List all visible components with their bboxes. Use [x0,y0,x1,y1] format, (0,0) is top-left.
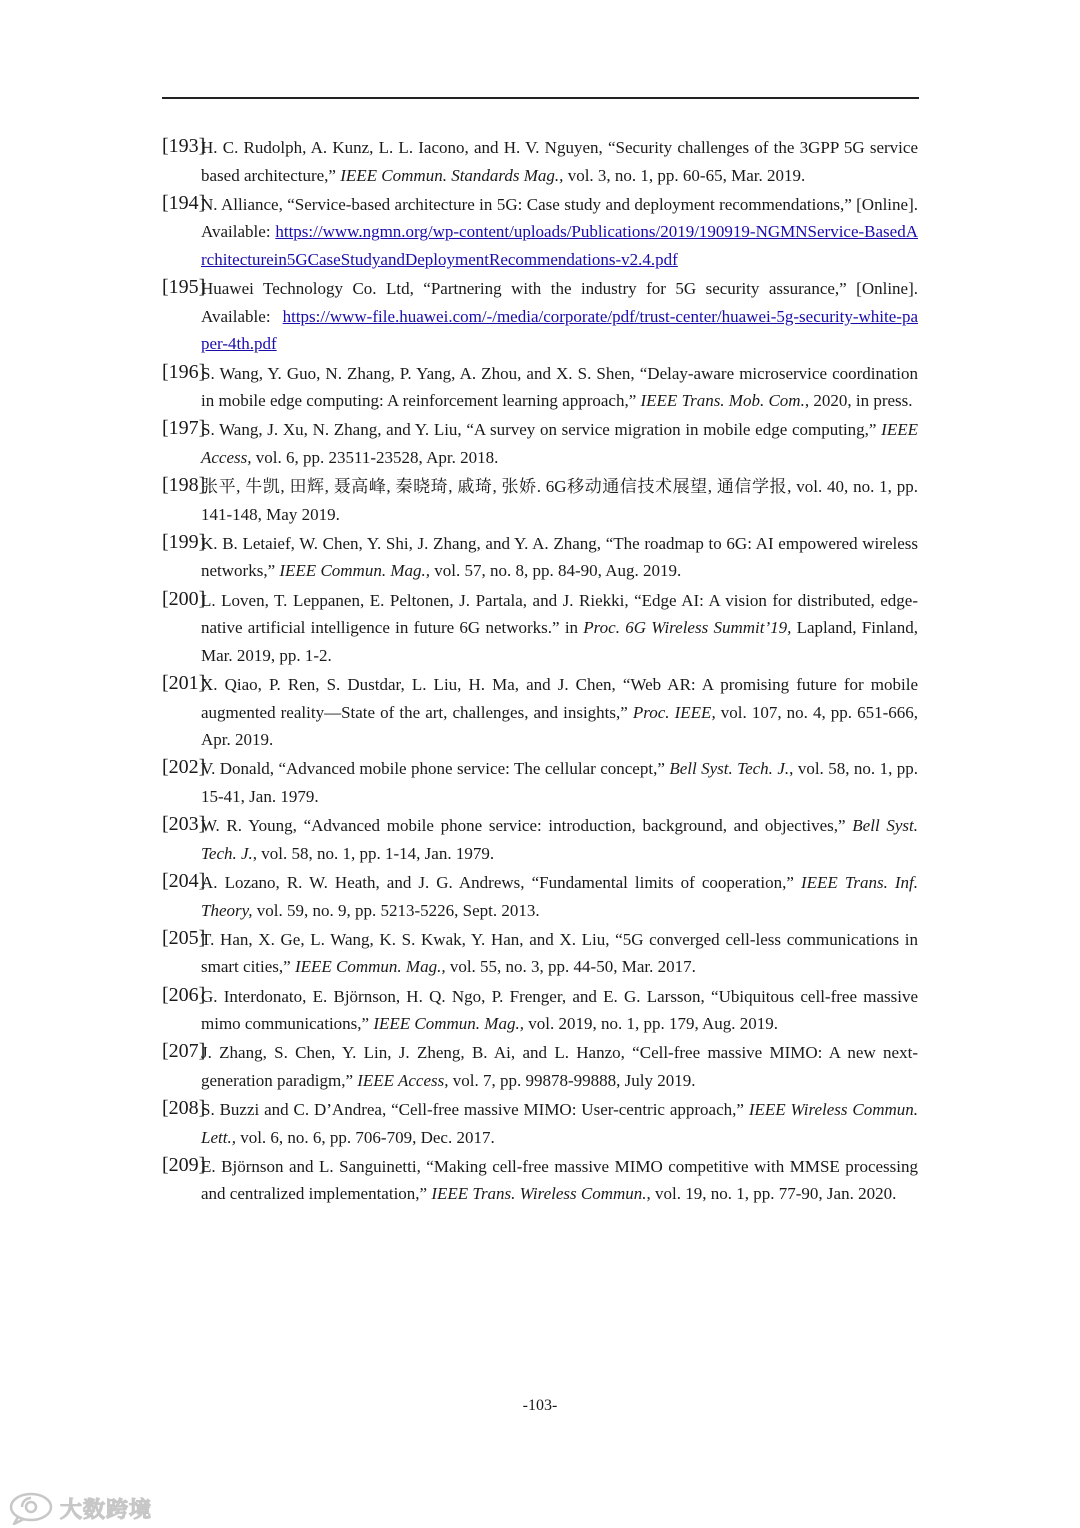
reference-venue: IEEE Commun. Mag., [373,1014,524,1034]
reference-item [162,360,918,415]
reference-number: [197] [162,417,206,440]
reference-list [162,134,918,1210]
reference-venue: IEEE Trans. Wireless Commun. [431,1184,647,1204]
reference-text: V. Donald, “Advanced mobile phone service: The cellular concept,” [201,759,670,779]
reference-number: [193] [162,135,206,157]
reference-venue: IEEE Wireless Commun. Lett., [201,1100,919,1147]
reference-venue: IEEE Access, [201,420,918,467]
reference-text: T. Han, X. Ge, L. Wang, K. S. Kwak, Y. Han, and X. Liu, “5G converged cell-less communications in smart cities,” [201,929,918,977]
reference-item [162,671,918,754]
reference-item [162,983,918,1038]
reference-item [162,587,918,670]
header-rule [162,97,919,99]
reference-number: [196] [162,360,206,383]
reference-item [162,530,918,585]
reference-details: Lapland, Finland, Mar. 2019, pp. 1-2. [201,618,918,665]
reference-text: J. Zhang, S. Chen, Y. Lin, J. Zheng, B. Ai, and L. Hanzo, “Cell-free massive MIMO: A new next-generation paradigm,” [201,1043,918,1090]
reference-venue: IEEE Trans. Mob. Com. [640,391,805,411]
page-number: -103- [522,1397,558,1414]
reference-details: vol. 3, no. 1, pp. 60-65, Mar. 2019. [563,165,806,185]
reference-details: vol. 6, no. 6, pp. 706-709, Dec. 2017. [235,1127,495,1147]
reference-text: 张平, 牛凯, 田辉, 聂高峰, 秦晓琦, 戚琦, 张娇. 6G移动通信技术展望, 通信学报, vol. 40, no. 1, pp. 141-148, May 2019. [201,477,918,524]
reference-number: [207] [162,1040,206,1063]
reference-number: [199] [162,530,206,553]
reference-text: E. Björnson and L. Sanguinetti, “Making cell-free massive MIMO competitive with MMSE processing and centralized implementation,” [201,1156,918,1204]
reference-text: X. Qiao, P. Ren, S. Dustdar, L. Liu, H. Ma, and J. Chen, “Web AR: A promising future for mobile augmented reality—State of the art, challenges, and insights,” [201,675,918,722]
reference-number: [194] [162,191,206,214]
reference-details: vol. 107, no. 4, pp. 651-666, Apr. 2019. [201,702,918,750]
reference-venue: IEEE Access, [357,1070,449,1090]
reference-number: [201] [162,672,206,695]
watermark [8,1488,152,1528]
reference-venue: IEEE Commun. Mag., [294,957,446,977]
reference-venue: Bell Syst. Tech. J. [669,759,790,779]
reference-text: S. Wang, Y. Guo, N. Zhang, P. Yang, A. Zhou, and X. S. Shen, “Delay-aware microservice coordination in mobile edge computing: A reinforcement learning approach,” [201,363,918,411]
reference-details: , vol. 19, no. 1, pp. 77-90, Jan. 2020. [646,1184,897,1204]
reference-number: [209] [162,1153,206,1176]
reference-venue: IEEE Commun. Mag., [279,561,430,581]
reference-venue: IEEE Trans. Inf. Theory, [201,872,918,920]
reference-item [162,1096,918,1151]
reference-text: H. C. Rudolph, A. Kunz, L. L. Iacono, and H. V. Nguyen, “Security challenges of the 3GPP 5G service based architecture,” [201,138,918,185]
reference-venue: Bell Syst. Tech. J. [201,816,918,863]
reference-venue: IEEE Commun. Standards Mag., [340,165,564,185]
reference-number: [204] [162,869,206,892]
reference-details: , vol. 58, no. 1, pp. 15-41, Jan. 1979. [201,759,919,806]
reference-number: [205] [162,926,206,949]
reference-item [162,926,918,981]
reference-text: S. Buzzi and C. D’Andrea, “Cell-free massive MIMO: User-centric approach,” [201,1100,749,1120]
reference-text: K. B. Letaief, W. Chen, Y. Shi, J. Zhang, and Y. A. Zhang, “The roadmap to 6G: AI empowered wireless networks,” [201,533,918,581]
reference-item [162,812,918,867]
reference-item [162,275,918,358]
reference-text: Huawei Technology Co. Ltd, “Partnering with the industry for 5G security assurance,” [Online]. Available: [201,279,918,326]
reference-venue: Proc. 6G Wireless Summit’19, [583,618,792,638]
reference-text: G. Interdonato, E. Björnson, H. Q. Ngo, P. Frenger, and E. G. Larsson, “Ubiquitous cell-free massive mimo communications,” [201,986,918,1034]
reference-item [162,755,918,810]
reference-item [162,473,918,528]
reference-details: vol. 2019, no. 1, pp. 179, Aug. 2019. [523,1014,779,1034]
reference-item [162,134,918,189]
reference-item [162,416,918,471]
reference-link[interactable]: https://www.ngmn.org/wp-content/uploads/Publications/2019/190919-NGMNService-BasedArchitecturein5GCaseStudyandDeploymentRecommendations-v2.4.pdf [201,222,918,269]
reference-number: [206] [162,983,206,1006]
reference-details: , vol. 58, no. 1, pp. 1-14, Jan. 1979. [252,843,495,863]
reference-text: L. Loven, T. Leppanen, E. Peltonen, J. Partala, and J. Riekki, “Edge AI: A vision for distributed, edge-native artificial intelligence in future 6G networks.” in [201,590,918,638]
reference-number: [198] [162,474,206,497]
reference-details: vol. 7, pp. 99878-99888, July 2019. [448,1070,696,1090]
reference-number: [202] [162,756,206,779]
reference-item [162,869,918,924]
reference-details: , 2020, in press. [804,391,913,411]
reference-number: [208] [162,1097,206,1120]
chat-bubble-logo-icon [8,1491,54,1525]
reference-number: [195] [162,276,206,299]
reference-number: [200] [162,587,206,610]
reference-details: vol. 59, no. 9, pp. 5213-5226, Sept. 2013. [252,900,540,920]
reference-item [162,1153,918,1208]
watermark-text: 大数跨境 [60,1497,153,1523]
reference-text: W. R. Young, “Advanced mobile phone service: introduction, background, and objectives,” [201,816,853,836]
reference-item [162,191,918,274]
reference-number: [203] [162,813,206,836]
reference-item [162,1039,918,1094]
reference-details: vol. 57, no. 8, pp. 84-90, Aug. 2019. [430,561,682,581]
reference-text: S. Wang, J. Xu, N. Zhang, and Y. Liu, “A survey on service migration in mobile edge computing,” [201,420,882,440]
reference-venue: Proc. IEEE, [632,702,716,722]
reference-details: vol. 55, no. 3, pp. 44-50, Mar. 2017. [445,957,696,977]
reference-text: A. Lozano, R. W. Heath, and J. G. Andrews, “Fundamental limits of cooperation,” [201,872,801,892]
reference-link[interactable]: https://www-file.huawei.com/-/media/corporate/pdf/trust-center/huawei-5g-security-white-paper-4th.pdf [201,306,918,354]
reference-text: N. Alliance, “Service-based architecture in 5G: Case study and deployment recommendations,” [Online]. Available: [201,194,918,242]
reference-details: vol. 6, pp. 23511-23528, Apr. 2018. [251,447,499,467]
